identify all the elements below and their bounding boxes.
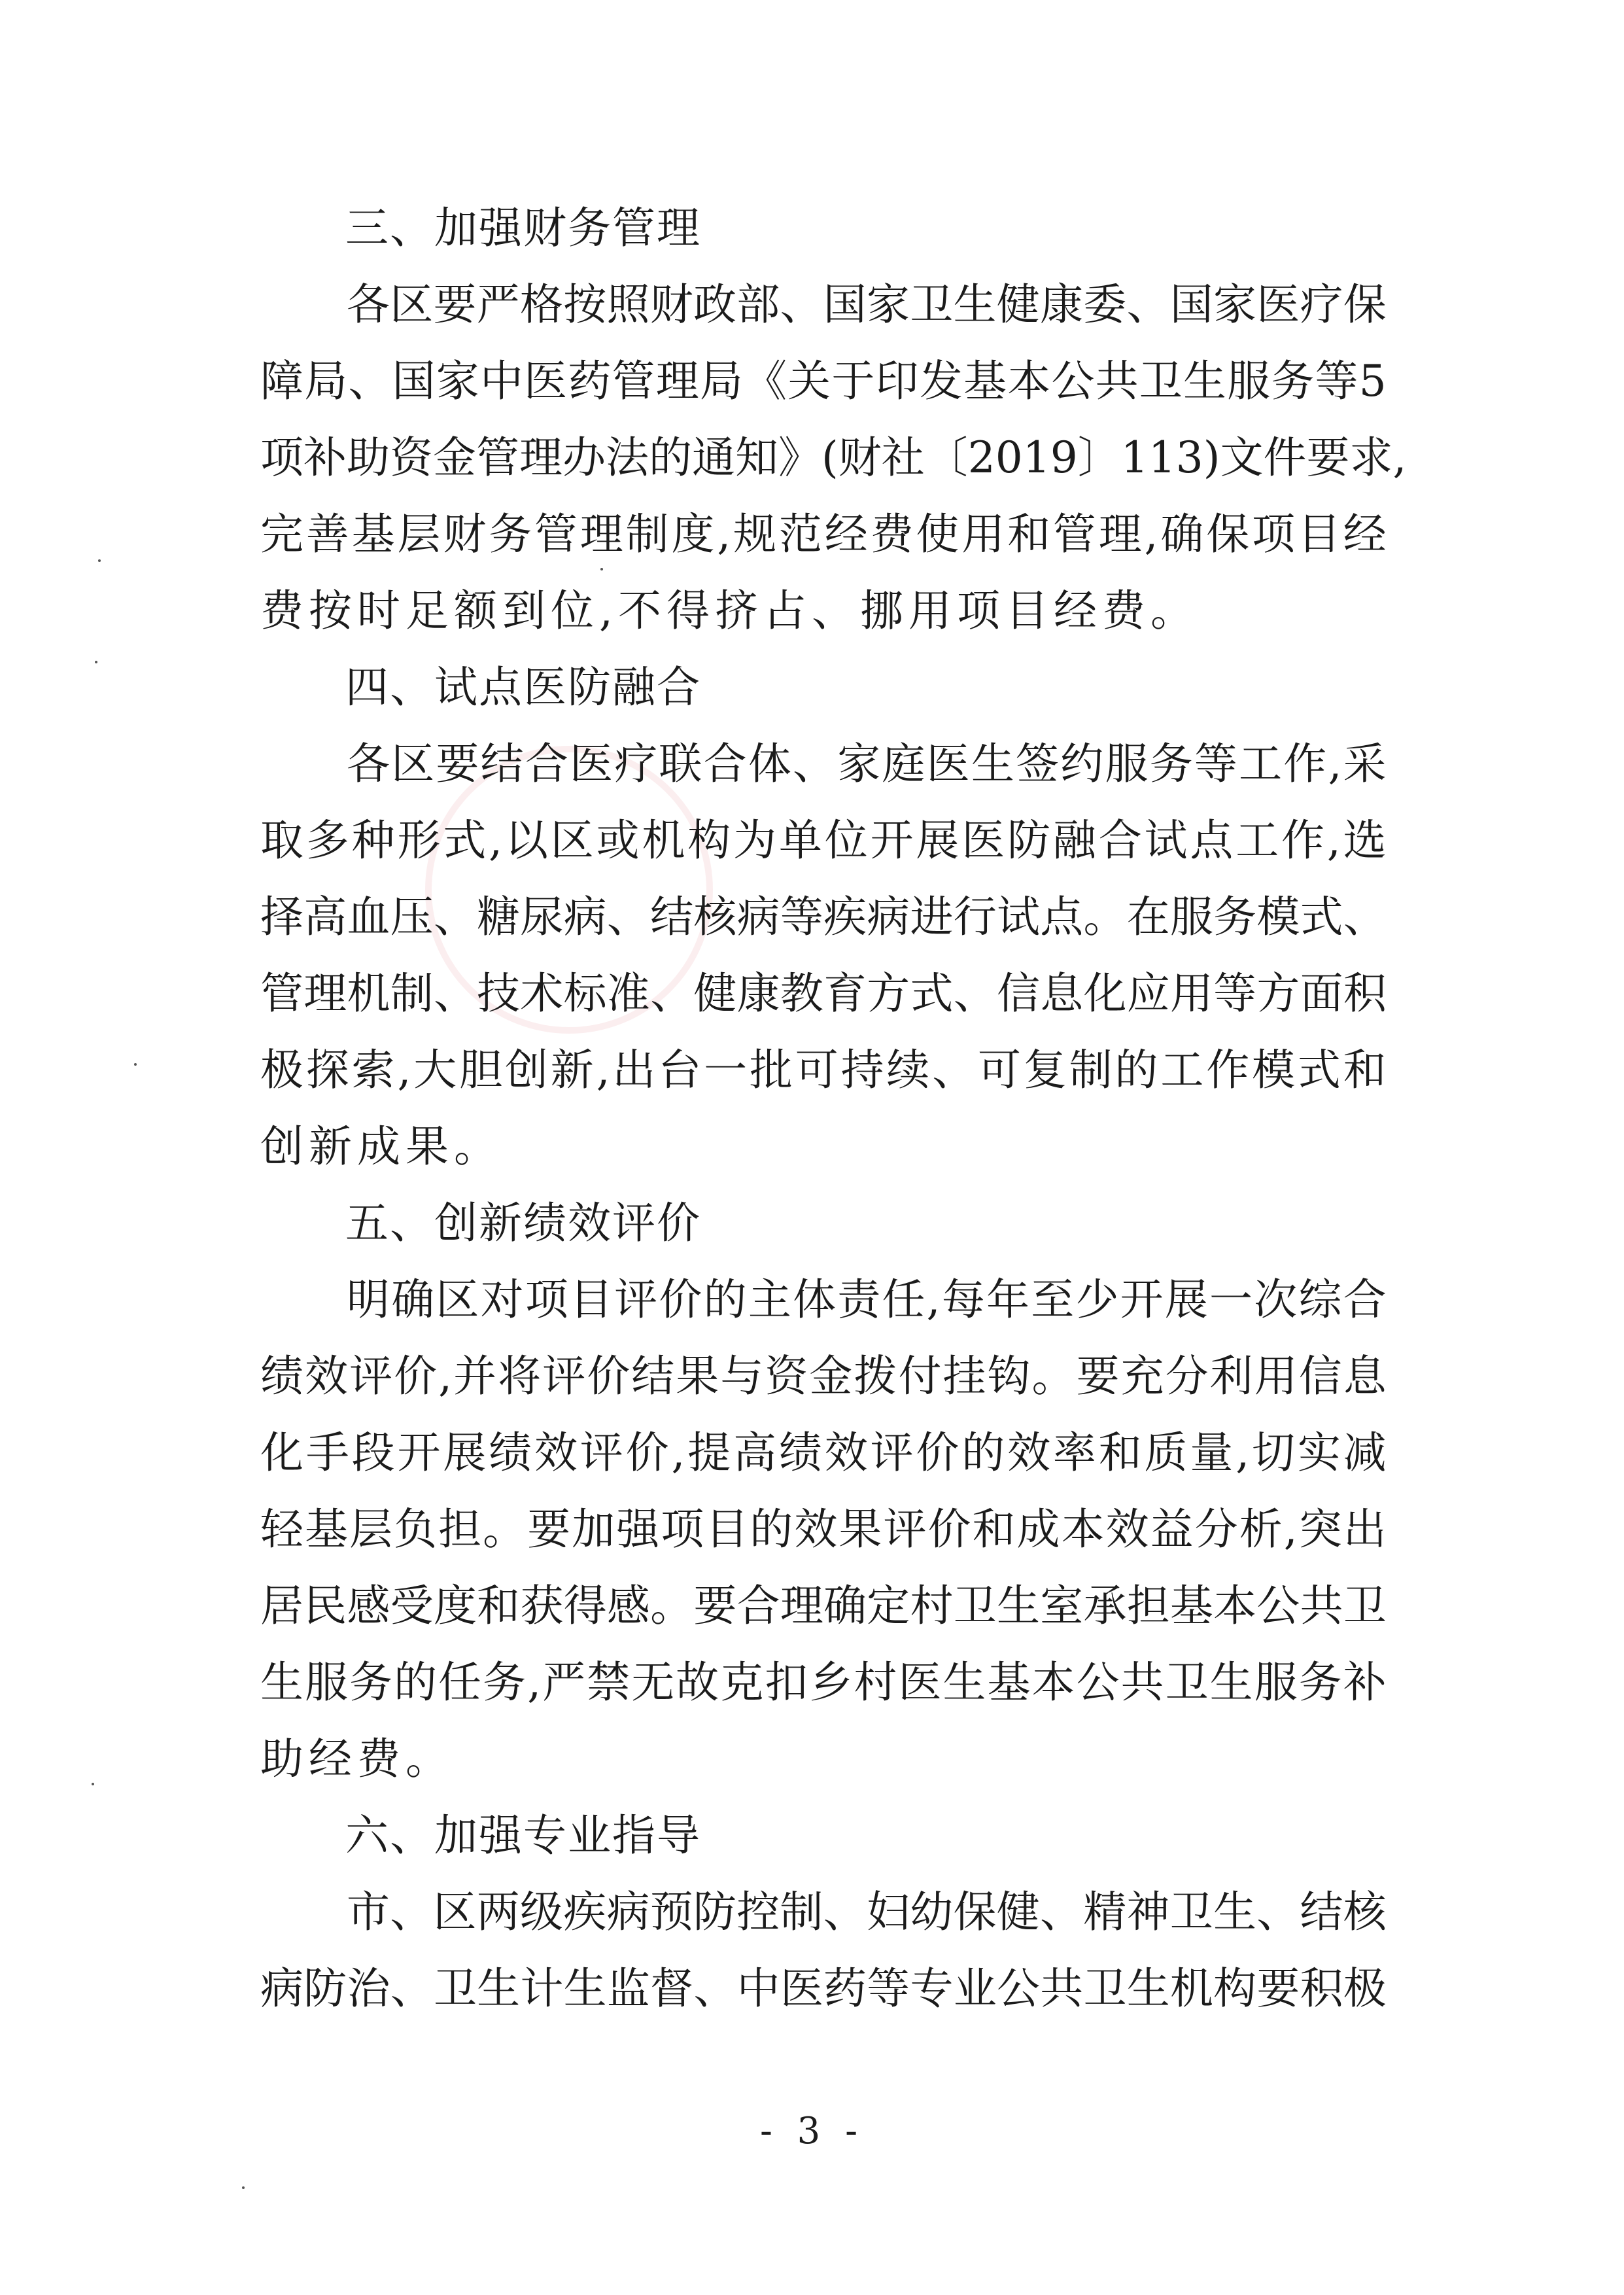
section-heading: 六、加强专业指导 <box>345 1810 701 1861</box>
paragraph-line: 取 多 种 形 式 , 以 区 或 机 构 为 单 位 开 展 医 防 融 合 试 点 工 作 , 选 <box>260 815 1387 866</box>
paragraph-line: 择 高 血 压 、 糖 尿 病 、 结 核 病 等 疾 病 进 行 试 点 。 在 服 务 模 式 、 <box>260 892 1387 942</box>
scan-speck <box>98 559 101 562</box>
scan-speck <box>95 661 97 663</box>
paragraph-line: 费按时足额到位,不得挤占、挪用项目经费。 <box>260 586 1199 636</box>
paragraph-line: 助经费。 <box>260 1734 454 1784</box>
page-number: - 3 - <box>759 2110 865 2152</box>
paragraph-line: 市 、 区 两 级 疾 病 预 防 控 制 、 妇 幼 保 健 、 精 神 卫 生 、 结 核 <box>347 1887 1387 1937</box>
paragraph-line: 完 善 基 层 财 务 管 理 制 度 , 规 范 经 费 使 用 和 管 理 , 确 保 项 目 经 <box>260 509 1387 559</box>
paragraph-line: 项 补 助 资 金 管 理 办 法 的 通 知 》 ( 财 社 〔 2019 〕 113 ) 文 件 要 求 , <box>260 432 1407 483</box>
scan-speck <box>92 1783 94 1785</box>
section-heading: 五、创新绩效评价 <box>345 1198 701 1248</box>
paragraph-line: 明 确 区 对 项 目 评 价 的 主 体 责 任 , 每 年 至 少 开 展 一 次 综 合 <box>347 1274 1387 1325</box>
paragraph-line: 障 局 、 国 家 中 医 药 管 理 局 《 关 于 印 发 基 本 公 共 卫 生 服 务 等 5 <box>260 356 1387 406</box>
paragraph-line: 病 防 治 、 卫 生 计 生 监 督 、 中 医 药 等 专 业 公 共 卫 生 机 构 要 积 极 <box>260 1963 1387 2014</box>
scan-speck <box>134 1063 137 1066</box>
paragraph-line: 管 理 机 制 、 技 术 标 准 、 健 康 教 育 方 式 、 信 息 化 应 用 等 方 面 积 <box>260 968 1387 1019</box>
paragraph-line: 生 服 务 的 任 务 , 严 禁 无 故 克 扣 乡 村 医 生 基 本 公 共 卫 生 服 务 补 <box>260 1657 1387 1708</box>
paragraph-line: 轻 基 层 负 担 。 要 加 强 项 目 的 效 果 评 价 和 成 本 效 益 分 析 , 突 出 <box>260 1504 1387 1554</box>
paragraph-line: 绩 效 评 价 , 并 将 评 价 结 果 与 资 金 拨 付 挂 钩 。 要 充 分 利 用 信 息 <box>260 1351 1387 1401</box>
section-heading: 四、试点医防融合 <box>345 662 701 712</box>
paragraph-line: 各 区 要 严 格 按 照 财 政 部 、 国 家 卫 生 健 康 委 、 国 家 医 疗 保 <box>347 279 1387 330</box>
paragraph-line: 化 手 段 开 展 绩 效 评 价 , 提 高 绩 效 评 价 的 效 率 和 质 量 , 切 实 减 <box>260 1428 1387 1478</box>
paragraph-line: 各 区 要 结 合 医 疗 联 合 体 、 家 庭 医 生 签 约 服 务 等 工 作 , 采 <box>347 739 1387 789</box>
scan-speck <box>242 2186 245 2189</box>
section-heading: 三、加强财务管理 <box>345 203 701 253</box>
paragraph-line: 创新成果。 <box>260 1121 502 1172</box>
paragraph-line: 极 探 索 , 大 胆 创 新 , 出 台 一 批 可 持 续 、 可 复 制 的 工 作 模 式 和 <box>260 1045 1387 1095</box>
paragraph-line: 居 民 感 受 度 和 获 得 感 。 要 合 理 确 定 村 卫 生 室 承 担 基 本 公 共 卫 <box>260 1581 1387 1631</box>
document-body <box>260 190 1407 2027</box>
